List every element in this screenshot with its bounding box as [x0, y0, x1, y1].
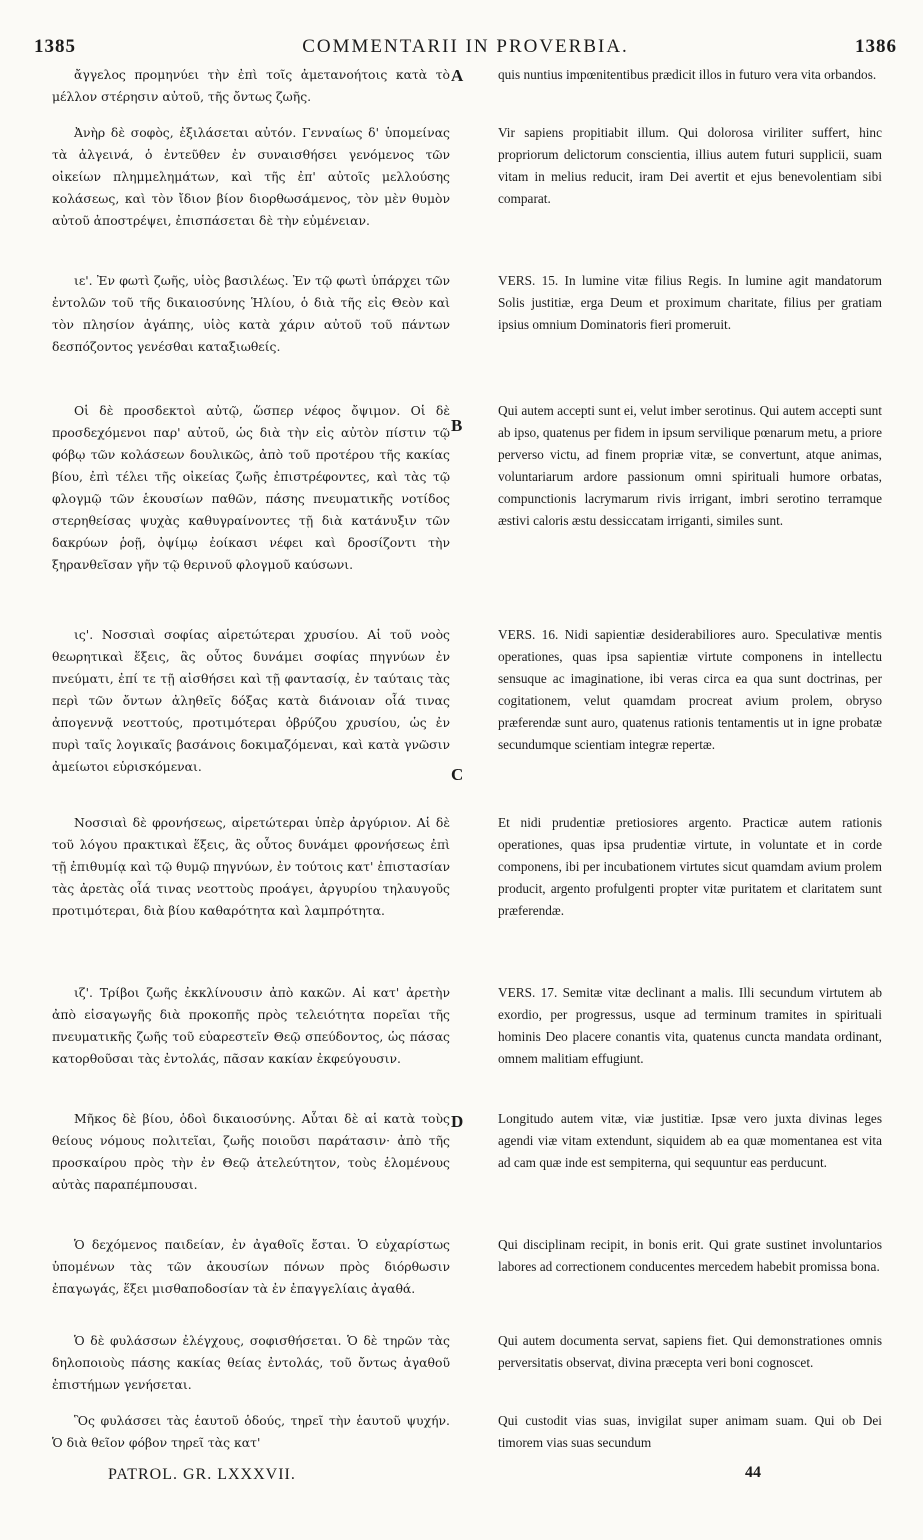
- greek-paragraph: Μῆκος δὲ βίου, ὁδοὶ δικαιοσύνης. Αὗται δὲ αἱ κατὰ τοὺς θείους νόμους πολιτεῖαι, ζωῆς ποιοῦσι παράτασιν· ἀπὸ τῆς προσκαίρου πρὸς τὴν ἐν Θεῷ ἀτελεύτητον, τοὺς ἑλομένους αὐτὰς παραπέμπουσαι.: [52, 1111, 450, 1192]
- greek-paragraph: Ἀνὴρ δὲ σοφὸς, ἐξιλάσεται αὐτόν. Γενναίως δ' ὑπομείνας τὰ ἀλγεινά, ὁ ἐντεῦθεν ἐν συναισθήσει γενόμενος τῶν οἰκείων πλημμελημάτων, καὶ τῆς ἐπ' αὐτοῖς μελλούσης κολάσεως, καὶ τὸν ἴδιον βίον διορθωσάμενος, τὸν μὲν θυμὸν αὐτοῦ ἀποστρέψει, ἐπισπάσεται δὲ τὴν εὐμένειαν.: [52, 125, 450, 228]
- greek-paragraph: ις'. Νοσσιαὶ σοφίας αἱρετώτεραι χρυσίου. Αἱ τοῦ νοὸς θεωρητικαὶ ἕξεις, ἃς οὗτος δυνάμει σοφίας πηγνύων ἐν πνεύματι, ἐπί τε τῇ αἰσθήσει καὶ τῇ φαντασίᾳ, ἐν ταύταις τὰς περὶ τῶν ὄντων ἀληθεῖς δόξας κατὰ διάνοιαν οἷά τινας ἀπογεννᾷ νεοττούς, προτιμότεραι ὀβρύζου χρυσίου, ὡς ἐν πυρὶ ταῖς λογικαῖς βασάνοις δοκιμαζόμεναι, καὶ κατὰ γνῶσιν ἀμείωτοι εὑρισκόμεναι.: [52, 627, 450, 774]
- right-column-number: 1386: [855, 36, 897, 57]
- margin-marker: D: [451, 1112, 464, 1131]
- greek-paragraph: ἄγγελος προμηνύει τὴν ἐπὶ τοῖς ἀμετανοήτοις κατὰ τὸ μέλλον στέρησιν αὐτοῦ, τῆς ὄντως ζωῆς.: [52, 67, 450, 104]
- margin-marker: A: [451, 66, 464, 85]
- margin-marker: C: [451, 765, 464, 784]
- footer-sheet-number: 44: [745, 1464, 761, 1481]
- left-column-number: 1385: [34, 36, 76, 57]
- latin-paragraph: VERS. 16. Nidi sapientiæ desiderabiliores auro. Speculativæ mentis operationes, quas ipsa sapientiæ virtute componens in intellectu sensuque ac imaginatione, ibi veras circa ea qua sunt doctrinas, per cogitationem, velut quamdam procreat avium prolem, obryso præferendæ sunt auro, quatenus rationis tentamentis ut in igne probatæ secundumque scientiam integræ repertæ.: [498, 627, 882, 752]
- greek-paragraph: ιε'. Ἐν φωτὶ ζωῆς, υἱὸς βασιλέως. Ἐν τῷ φωτὶ ὑπάρχει τῶν ἐντολῶν τοῦ τῆς δικαιοσύνης Ἡλίου, ὁ διὰ τῆς εἰς Θεὸν καὶ τὸν πλησίον ἀγάπης, υἱὸς κατὰ χάριν αὐτοῦ τοῦ πάντων δεσπόζοντος γενέσθαι καταξιωθείς.: [52, 273, 450, 354]
- latin-paragraph: Longitudo autem vitæ, viæ justitiæ. Ipsæ vero juxta divinas leges agendi viæ vitam extendunt, siquidem ab ea quæ momentanea est vita ad cam quæ inde est sempiterna, qui sequuntur eas perducunt.: [498, 1111, 882, 1170]
- latin-paragraph: quis nuntius impœnitentibus prædicit illos in futuro vera vita orbandos.: [498, 67, 877, 82]
- greek-paragraph: ιζ'. Τρίβοι ζωῆς ἐκκλίνουσιν ἀπὸ κακῶν. Αἱ κατ' ἀρετὴν ἀπὸ εἰσαγωγῆς διὰ προκοπῆς πρὸς τελειότητα πορεῖαι τῆς πνευματικῆς ζωῆς τοῦ εὐαρεστεῖν Θεῷ σπεύδοντος, ὡς πάσας κατορθοῦσαι τὰς ἐντολάς, πᾶσαν κακίαν ἐκφεύγουσιν.: [52, 985, 450, 1066]
- latin-paragraph: Qui disciplinam recipit, in bonis erit. Qui grate sustinet involuntarios labores ad correctionem conducentes mercedem habebit promissa bona.: [498, 1237, 882, 1274]
- greek-paragraph: Ὃς φυλάσσει τὰς ἑαυτοῦ ὁδούς, τηρεῖ τὴν ἑαυτοῦ ψυχήν. Ὁ διὰ θεῖον φόβον τηρεῖ τὰς κατ': [52, 1413, 450, 1450]
- latin-paragraph: VERS. 17. Semitæ vitæ declinant a malis. Illi secundum virtutem ab exordio, per progressus, usque ad terminum tramites in spirituali hominis Deo placere conantis vita, quatenus cuncta mandata ordinant, omnem malitiam effugiunt.: [498, 985, 882, 1066]
- latin-paragraph: Et nidi prudentiæ pretiosiores argento. Practicæ autem rationis operationes, quas ipsa prudentiæ virtute, in voluntate et in corde componens, ibi per incubationem virtutes sicut quamdam avium prolem producit, argento profulgenti propter vitæ puritatem et claritatem sunt præferendæ.: [498, 815, 882, 918]
- margin-marker: B: [451, 416, 463, 435]
- latin-paragraph: Vir sapiens propitiabit illum. Qui dolorosa viriliter suffert, hinc propriorum delictorum conscientia, illius autem futuri supplicii, suam vitam in melius reducit, iram Dei avertit et ejus benevolentiam sibi comparat.: [498, 125, 882, 206]
- greek-paragraph: Οἱ δὲ προσδεκτοὶ αὐτῷ, ὥσπερ νέφος ὄψιμον. Οἱ δὲ προσδεχόμενοι παρ' αὐτοῦ, ὡς διὰ τὴν εἰς αὐτὸν πίστιν τῷ φόβῳ τῶν κολάσεων δουλικῶς, ἀπὸ τοῦ προτέρου τῆς κακίας βίου, ἐπὶ τέλει τῆς οἰκείας ζωῆς ἐπιστρέφοντες, καὶ τὰς τῷ φλογμῷ τῶν ἑκουσίων παθῶν, πάσης πνευματικῆς νοτίδος στερηθείσας ψυχὰς καθυγραίνοντες τῇ διὰ κατάνυξιν τῶν δακρύων ῥοῇ, ὀψίμῳ ἐοίκασι νέφει καὶ δροσίζοντι τὴν ξηρανθεῖσαν γῆν τῷ θερινοῦ φλογμοῦ καύσωνι.: [52, 403, 450, 572]
- greek-paragraph: Νοσσιαὶ δὲ φρονήσεως, αἱρετώτεραι ὑπὲρ ἀργύριον. Αἱ δὲ τοῦ λόγου πρακτικαὶ ἕξεις, ἃς οὗτος δυνάμει φρονήσεως ἐπὶ τῇ ἐπιθυμίᾳ καὶ τῷ θυμῷ πηγνύων, ἐν τούτοις κατ' ἐπιστασίαν τὰς ἀρετὰς οἷά τινας νεοττοὺς προάγει, ἀργυρίου τηλαυγοῦς προτιμότεραι, διὰ βίου καθαρότητα καὶ λαμπρότητα.: [52, 815, 450, 918]
- footer-signature: PATROL. GR. LXXXVII.: [108, 1466, 296, 1483]
- latin-paragraph: Qui autem accepti sunt ei, velut imber serotinus. Qui autem accepti sunt ab ipso, quatenus per fidem in ipsum servilique pœnarum metu, a priore perverso victu, ad finem propriæ vitæ, se convertunt, atque animas, voluntariarum ardore passionum omni spirituali humore orbatas, compunctionis lacrymarum rivis irrigant, imbri serotino terramque æstivi caloris æstu dessiccatam irriganti, similes sunt.: [498, 403, 882, 528]
- latin-paragraph: VERS. 15. In lumine vitæ filius Regis. In lumine agit mandatorum Solis justitiæ, erga Deum et proximum charitate, filius per gratiam ipsius omnium Dominatoris fieri promeruit.: [498, 273, 882, 332]
- running-title: COMMENTARII IN PROVERBIA.: [302, 36, 629, 57]
- page-header: [34, 36, 897, 60]
- greek-paragraph: Ὁ δεχόμενος παιδείαν, ἐν ἀγαθοῖς ἔσται. Ὁ εὐχαρίστως ὑπομένων τὰς τῶν ἀκουσίων πόνων πρὸς διόρθωσιν ἐπαγωγάς, ἕξει μισθαποδοσίαν τὰ ἐν ἐπαγγελίαις ἀγαθά.: [52, 1237, 450, 1296]
- latin-paragraph: Qui custodit vias suas, invigilat super animam suam. Qui ob Dei timorem vias suas secundum: [498, 1413, 882, 1450]
- latin-paragraph: Qui autem documenta servat, sapiens fiet. Qui demonstrationes omnis perversitatis observat, divina præcepta veri boni cognoscet.: [498, 1333, 882, 1370]
- greek-paragraph: Ὁ δὲ φυλάσσων ἐλέγχους, σοφισθήσεται. Ὁ δὲ τηρῶν τὰς δηλοποιοὺς πάσης κακίας θείας ἐντολάς, τοῦ ὄντως ἀγαθοῦ ἐπιστήμων γενήσεται.: [52, 1333, 450, 1392]
